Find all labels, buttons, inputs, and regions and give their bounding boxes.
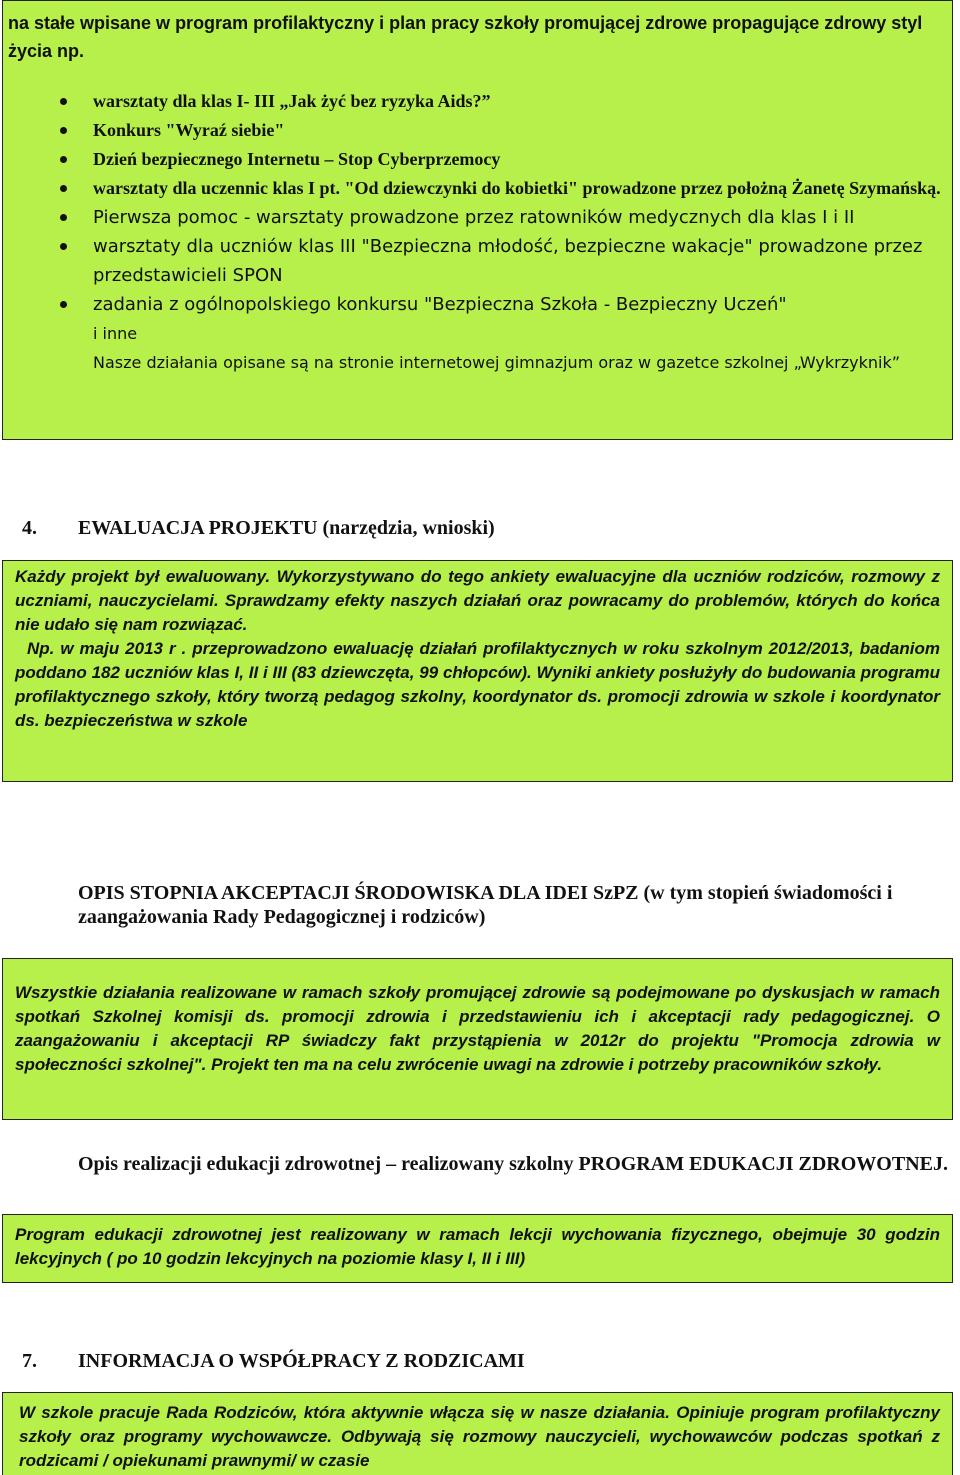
health-education-box [2, 1214, 953, 1283]
list-item: zadania z ogólnopolskiego konkursu "Bezpieczna Szkoła - Bezpieczny Uczeń" [8, 290, 952, 319]
section-4-heading [22, 516, 956, 540]
evaluation-text-example: Np. w maju 2013 r . przeprowadzono ewaluację działań profilaktycznych w roku szkolnym 2012/2013, badaniom poddano 182 uczniów klas I, II i III (83 dziewczęta, 99 chłopców). Wyniki ankiety posłużyły do budowania programu profilaktycznego szkoły, który tworzą pedagog szkolny, koordynator ds. promocji zdrowia w szkole i koordynator ds. bezpieczeństwa w szkole [15, 639, 940, 730]
acceptance-text: Wszystkie działania realizowane w ramach szkoły promującej zdrowie są podejmowane po dyskusjach w ramach spotkań Szkolnej komisji ds. promocji zdrowia i przedstawieniu ich i akceptacji rady pedagogicznej. O zaangażowaniu i akceptacji RP świadczy fakt przystąpienia w 2012r do projektu "Promocja zdrowia w społeczności szkolnej". Projekt ten ma na celu zwrócenie uwagi na zdrowie i potrzeby pracowników szkoły. [15, 983, 940, 1074]
list-item: Konkurs "Wyraź siebie" [8, 116, 952, 145]
note-text: Nasze działania opisane są na stronie internetowej gimnazjum oraz w gazetce szkolnej „Wykrzyknik” [93, 353, 901, 372]
activities-list [8, 87, 952, 319]
section-number: 7. [22, 1350, 37, 1372]
section-number [22, 1152, 78, 1176]
section-title: Opis realizacji edukacji zdrowotnej – realizowany szkolny PROGRAM EDUKACJI ZDROWOTNEJ. [78, 1153, 948, 1175]
list-item: Pierwsza pomoc - warsztaty prowadzone przez ratowników medycznych dla klas I i II [8, 203, 952, 232]
evaluation-box [2, 560, 953, 782]
section-5-heading [22, 881, 956, 929]
list-item: warsztaty dla uczennic klas I pt. "Od dziewczynki do kobietki" prowadzone przez położną Żanetę Szymańską. [8, 174, 952, 203]
intro-text: na stałe wpisane w program profilaktyczny i plan pracy szkoły promującej zdrowe propagujące zdrowy styl życia np. [8, 13, 923, 61]
section-title: EWALUACJA PROJEKTU (narzędzia, wnioski) [78, 517, 495, 539]
section-title: INFORMACJA O WSPÓŁPRACY Z RODZICAMI [78, 1350, 525, 1372]
and-more-text: i inne [93, 324, 138, 343]
evaluation-text: Każdy projekt był ewaluowany. Wykorzystywano do tego ankiety ewaluacyjne dla uczniów rodziców, rozmowy z uczniami, nauczycielami. Sprawdzamy efekty naszych działań oraz powracamy do problemów, których do końca nie udało się nam rozwiązać. [15, 567, 940, 634]
parents-cooperation-box [2, 1392, 953, 1475]
top-activities-box [2, 0, 953, 440]
parents-cooperation-text: W szkole pracuje Rada Rodziców, która aktywnie włącza się w nasze działania. Opiniuje program profilaktyczny szkoły oraz programy wychowawcze. Odbywają się rozmowy nauczycieli, wychowawców podczas spotkań z rodzicami / opiekunami prawnymi/ w czasie [19, 1403, 940, 1470]
list-item: warsztaty dla klas I- III „Jak żyć bez ryzyka Aids?” [8, 87, 952, 116]
section-number [22, 881, 78, 905]
list-item: Dzień bezpiecznego Internetu – Stop Cyberprzemocy [8, 145, 952, 174]
health-education-text: Program edukacji zdrowotnej jest realizowany w ramach lekcji wychowania fizycznego, obejmuje 30 godzin lekcyjnych ( po 10 godzin lekcyjnych na poziomie klasy I, II i III) [15, 1225, 940, 1268]
section-6-heading [22, 1152, 956, 1176]
section-title: OPIS STOPNIA AKCEPTACJI ŚRODOWISKA DLA IDEI SzPZ (w tym stopień świadomości i zaangażowania Rady Pedagogicznej i rodziców) [78, 882, 893, 928]
section-number: 4. [22, 517, 37, 539]
list-item: warsztaty dla uczniów klas III "Bezpieczna młodość, bezpieczne wakacje" prowadzone przez przedstawicieli SPON [8, 232, 952, 290]
acceptance-box [2, 958, 953, 1120]
section-7-heading [22, 1349, 956, 1373]
